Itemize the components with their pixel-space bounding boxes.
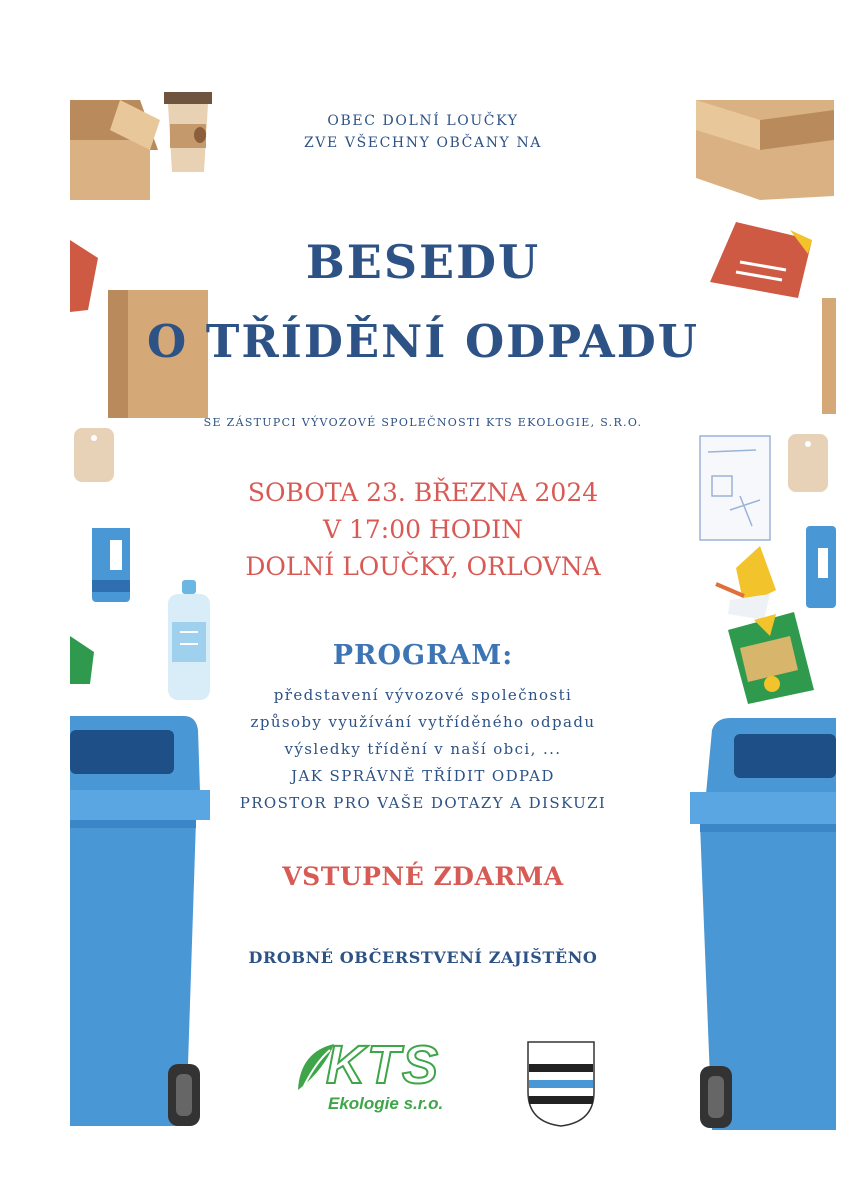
- kts-logo: [326, 1036, 486, 1114]
- program-item: způsoby využívání vytříděného odpadu: [250, 713, 596, 731]
- event-place: DOLNÍ LOUČKY, ORLOVNA: [245, 552, 601, 581]
- subtitle: SE ZÁSTUPCI VÝVOZOVÉ SPOLEČNOSTI KTS EKOLOGIE, S.R.O.: [203, 416, 643, 429]
- program-item: výsledky třídění v naší obci, ...: [284, 740, 562, 758]
- event-details: [0, 474, 846, 585]
- refreshments-note: DROBNÉ OBČERSTVENÍ ZAJIŠTĚNO: [248, 948, 598, 967]
- program-item: JAK SPRÁVNĚ TŘÍDIT ODPAD: [291, 767, 555, 785]
- invitation-line-1: OBEC DOLNÍ LOUČKY: [327, 113, 519, 129]
- program-heading: PROGRAM:: [332, 640, 514, 671]
- event-time: V 17:00 HODIN: [322, 515, 524, 544]
- program-item: představení vývozové společnosti: [273, 686, 573, 704]
- coat-of-arms-icon: [528, 1042, 594, 1126]
- title-line-2: O TŘÍDĚNÍ ODPADU: [147, 315, 699, 368]
- invitation-text: [0, 110, 846, 154]
- title-line-1: BESEDU: [305, 235, 541, 289]
- admission-free: VSTUPNÉ ZDARMA: [282, 862, 564, 891]
- kts-logo-name: KTS: [326, 1035, 440, 1095]
- kts-logo-tagline: Ekologie s.r.o.: [328, 1094, 444, 1113]
- event-date: SOBOTA 23. BŘEZNA 2024: [247, 478, 599, 507]
- invitation-line-2: ZVE VŠECHNY OBČANY NA: [303, 135, 543, 151]
- program-item: PROSTOR PRO VAŠE DOTAZY A DISKUZI: [239, 794, 607, 812]
- program-list: [0, 682, 846, 817]
